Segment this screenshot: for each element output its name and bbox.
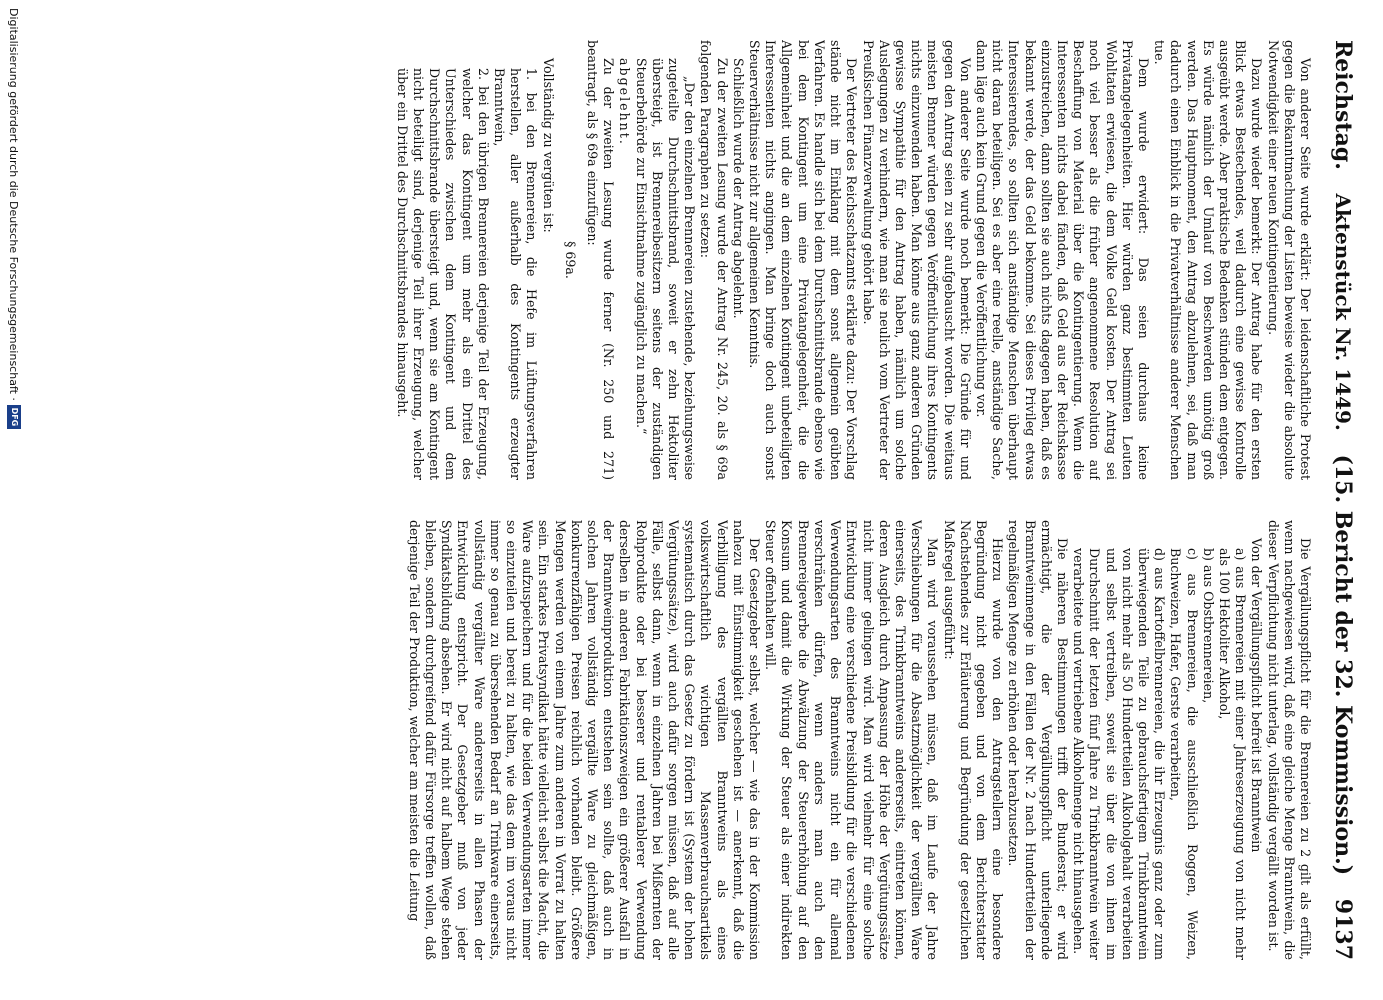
page-number: 9137 [1330, 898, 1356, 960]
paragraph: Von anderer Seite wurde noch bemerkt: Die Gründe für und gegen den Antrag seien zu sehr aufgebauscht worden. Die weitaus meisten Brenner würden gegen Veröffentlichung ihres Kontingents nichts einzuwenden haben. Man könne aus ganz anderen Gründen gewisse Sympathie für den Antrag haben, nämlich um solche Auslegungen zu verhindern, wie man sie neulich vom Vertreter der Preußischen Finanzverwaltung gehört habe. [860, 40, 973, 480]
list-item: 2. bei den übrigen Brennereien derjenige Teil der Erzeugung, welcher das Kontingent um mehr als ein Drittel des Unterschiedes zwischen dem Kontingent und dem Durchschnittsbrande übersteigt und, wenn sie am Kontingent nicht beteiligt sind, derjenige Teil ihrer Erzeugung, welcher über ein Drittel des Durchschnittsbrandes hinausgeht. [394, 68, 491, 480]
header-left: Reichstag. [1330, 40, 1356, 170]
paragraph: Die näheren Bestimmungen trifft der Bundesrat; er wird ermächtigt, die der Vergällungspflicht unterliegende Branntweinmenge in den Fällen der Nr. 2 nach Hundertteilen der regelmäßigen Menge zu erhöhen oder herabzusetzen. [1006, 520, 1070, 960]
paragraph: Zu der zweiten Lesung wurde ferner (Nr. 250 und 271) beantragt, als § 69a einzufügen: [585, 40, 617, 480]
paragraph: Schließlich wurde der Antrag abgelehnt. [730, 58, 746, 319]
paragraph: Die Vergällungspflicht für die Brennereien zu 2 gilt als erfüllt, wenn nachgewiesen wird, daß eine gleiche Menge Branntwein, die dieser Verpflichtung nicht unterlag, vollständig vergällt worden ist. [1265, 520, 1313, 960]
header-right: (15. Bericht der 32. Kommission.) [1330, 454, 1356, 876]
digitization-footer [6, 0, 22, 1000]
list-item: b) aus Obstbrennereien, [1200, 548, 1216, 704]
quoted-motion: „Der den einzelnen Brennereien zustehende, beziehungsweise zugeteilte Durchschnittsbrand, soweit er zehn Hektoliter übersteigt, ist Brennereibesitzern seitens der zuständigen Steuerbehörde zur Einsichtnahme zugänglich zu machen.“ [633, 58, 698, 480]
header-title: Aktenstück Nr. 1449. [1331, 193, 1355, 431]
paragraph: Dazu wurde wieder bemerkt: Der Antrag habe für den ersten Blick etwas Bestechendes, weil dadurch eine gewisse Kontrolle ausgeübt werde. Aber praktische Bedenken stünden dem entgegen. Es würde nämlich der Umlauf von Beschwerden unnötig groß werden. Das Hauptmoment, den Antrag abzulehnen, sei, daß man dadurch einen Einblick in die Privatverhältnisse anderer Menschen tue. [1152, 40, 1265, 480]
paragraph: Vollständig zu vergüten ist: [540, 58, 556, 233]
paragraph: Man wird voraussehen müssen, daß im Laufe der Jahre Verschiebungen für die Absatzmöglichkeit der vergällten Ware einerseits, des Trinkbranntweins andererseits, eintreten können, deren Ausgleich durch Anpassung der Höhe der Vergütungssätze nicht immer gelingen wird. Man wird vielmehr für eine solche Entwicklung eine verschiedene Preisbildung für die verschiedenen Verwendungsarten des Branntweins nicht ein für allemal verschränken dürfen, wenn anders man auch den Brennereigewerbe die Abwälzung der Steuererhöhung auf den Konsum und damit die Wirkung der Steuer als einer indirekten Steuer offenhalten will. [763, 520, 941, 960]
paragraph: Der Vertreter des Reichsschatzamts erklärte dazu: Der Vorschlag stände nicht im Einklang mit dem sonst allgemein geübten Verfahren. Es handle sich bei dem Durchschnittsbrande ebenso wie bei dem Kontingent um eine Privatangelegenheit, die die Allgemeinheit und die an dem einzelnen Kontingent unbeteiligten Interessenten nichts angingen. Man bringe doch auch sonst Steuerverhältnisse nicht zur allgemeinen Kenntnis. [747, 40, 860, 480]
text-columns [70, 40, 1313, 960]
list-item: d) aus Kartoffelbrennereien, die ihr Erzeugnis ganz oder zum überwiegenden Teile zu gebrauchsfertigem Trinkbranntwein von nicht mehr als 50 Hundertteilen Alkoholgehalt verarbeiten und selbst vertreiben, soweit sie über die von ihnen im Durchschnitt der letzten fünf Jahre zu Trinkbranntwein weiter verarbeitete und vertriebene Alkoholmenge nicht hinausgehen. [1071, 548, 1168, 960]
paragraph: Von der Vergällungspflicht befreit ist Branntwein [1249, 538, 1265, 853]
list-item: 1. bei den Brennereien, die Hefe im Lüftungsverfahren herstellen, aller außerhalb des Kontingents erzeugter Branntwein, [492, 68, 540, 480]
list-item: c) aus Brennereien, die ausschließlich Roggen, Weizen, Buchweizen, Hafer, Gerste verarbeiten, [1168, 548, 1200, 960]
section-heading: § 69a. [562, 241, 578, 279]
left-column [70, 40, 1313, 480]
paragraph: Dem wurde erwidert: Das seien durchaus keine Privatangelegenheiten. Hier würden ganz bestimmten Leuten Wohltaten erwiesen, die dem Volke Geld kosten. Der Antrag sei noch viel besser als die früher angenommene Resolution auf Beschaffung von Material über die Kontingentierung. Wenn die Interessenten nichts dabei fänden, daß Geld aus der Reichskasse einzustreichen, dann sollten sie auch nichts dagegen haben, daß es bekannt werde, der das Geld bekomme. Sei dieses Privileg etwas Interessierendes, so sollten sich anständige Menschen überhaupt nicht daran beteiligen. Sei es aber eine reelle, anständige Sache, dann läge auch kein Grund gegen die Veröffentlichung vor. [973, 40, 1151, 480]
paragraph: Der Gesetzgeber selbst, welcher — wie das in der Kommission nahezu mit Einstimmigkeit geschehen ist — anerkennt, daß die Verbilligung des vergällten Branntweins als eines volkswirtschaftlich wichtigen Massenverbrauchsartikels systematisch durch das Gesetz zu fördern ist (System der hohen Vergütungssätze), wird auch dafür sorgen müssen, daß auf alle Fälle, selbst dann, wenn in einzelnen Jahren bei Mißernten der Rohprodukte oder bei besserer und rentablerer Verwendung derselben in anderen Fabrikationszweigen ein größerer Ausfall in der Branntweinproduktion entstehen sein sollte, daß auch in solchen Jahren vollständig vergällte Ware zu gleichmäßigen, konkurrenzfähigen Preisen reichlich vorhanden bleibt. Größere Mengen werden von einem Jahre zum anderen in Vorrat zu halten sein. Ein starkes Privatsyndikat hätte vielleicht selbst die Macht, die Ware aufzuspeichern und für die beiden Verwendungsarten immer so einzuteilen und bereit zu halten, wie das dem im voraus nicht immer so genau zu übersehenden Bedarf an Trinkware einerseits, vollständig vergällter Ware andererseits in allen Phasen der Entwicklung entspricht. Der Gesetzgeber muß von jeder Syndikatsbildung absehen. Er wird nicht auf halbem Wege stehen bleiben, sondern durchgreifend dafür Fürsorge treffen wollen, daß derjenige Teil der Produktion, welcher am meisten die Leitung [406, 520, 763, 960]
right-column [70, 520, 1313, 960]
dfg-logo: DFG [7, 405, 21, 429]
page-header [1323, 40, 1363, 960]
paragraph: Zu der zweiten Lesung wurde der Antrag Nr. 245, 20. als § 69a folgenden Paragraphen zu setzen: [698, 40, 730, 480]
list-item: a) aus Brennereien mit einer Jahreserzeugung von nicht mehr als 100 Hektoliter Alkohol, [1216, 548, 1249, 960]
paragraph: Hierzu wurde von den Antragstellern eine besondere Begründung nicht gegeben und von dem Berichterstatter Nachstehendes zur Erläuterung und Begründung der gesetzlichen Maßregel ausgeführt: [941, 520, 1006, 960]
paragraph: abgelehnt. [617, 58, 633, 146]
footer-text: Digitalisierung gefördert durch die Deutsche Forschungsgemeinschaft · [7, 8, 21, 401]
paragraph: Von anderer Seite wurde erklärt: Der leidenschaftliche Protest gegen die Bekanntmachung der Listen beweise wieder die absolute Notwendigkeit einer neuen Kontingentierung. [1265, 40, 1313, 480]
